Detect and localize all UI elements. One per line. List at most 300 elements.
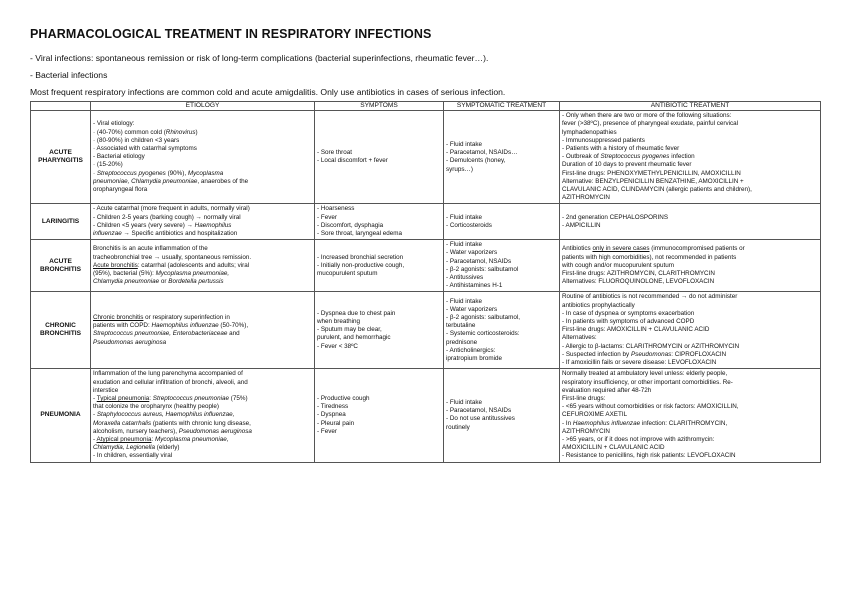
text-segment: - Systemic corticosteroids:	[446, 330, 520, 338]
text-segment: Duration of 10 days to prevent rheumatic fever	[562, 161, 692, 169]
text-segment: - In children, essentially viral	[93, 452, 173, 460]
cell-line	[562, 222, 818, 230]
text-segment: antibiotics prophylactically	[562, 301, 635, 309]
text-segment: - Fever	[317, 427, 337, 435]
text-segment: ·	[93, 169, 97, 177]
text-segment: Acute bronchitis	[93, 261, 138, 269]
text-segment: Antibiotics	[562, 245, 593, 253]
text-segment: )	[195, 128, 198, 136]
cell-line	[562, 436, 818, 444]
cell-line	[562, 428, 818, 436]
text-segment: pneumoniae, Chlamydia pneumoniae	[93, 177, 198, 185]
text-segment: patients with high comorbidities), not recommended in patients	[562, 253, 737, 261]
cell-line	[93, 452, 312, 460]
text-segment: First-line drugs: AMOXICILLIN + CLAVULANIC ACID	[562, 326, 710, 334]
cell-line	[562, 351, 818, 359]
cell-line	[317, 411, 441, 419]
text-segment: CEFUROXIME AXETIL	[562, 411, 628, 419]
cell-line	[446, 241, 557, 249]
cell-line	[562, 120, 818, 128]
intro-bacterial-infections: - Bacterial infections	[30, 70, 108, 80]
text-segment: respiratory insufficiency, or other important comorbidities. Re-	[562, 378, 733, 386]
text-segment: AZITHROMYCIN	[562, 427, 610, 435]
cell-line	[562, 411, 818, 419]
text-segment: - Paracetamol, NSAIDs…	[446, 149, 518, 157]
cell-line	[446, 314, 557, 322]
symptoms-cell	[315, 240, 444, 292]
cell-line	[446, 149, 557, 157]
text-segment: exudation and cellular infiltration of bronchi, alveoli, and	[93, 378, 248, 386]
cell-line	[562, 153, 818, 161]
condition-name-line: ACUTE	[49, 149, 72, 157]
text-segment: Atypical pneumonia	[96, 435, 152, 443]
cell-line	[93, 395, 312, 403]
cell-line	[562, 278, 818, 286]
text-segment: (75%)	[229, 394, 248, 402]
cell-line	[317, 214, 441, 222]
text-segment: - Antihistamines H-1	[446, 282, 503, 290]
etiology-cell	[91, 111, 315, 204]
text-segment: - Immunosuppressed patients	[562, 136, 645, 144]
text-segment: - β-2 agonists: salbutamol,	[446, 313, 520, 321]
text-segment: prednisone	[446, 338, 478, 346]
text-segment: Inflammation of the lung parenchyma accompanied of	[93, 370, 243, 378]
text-segment: - Viral etiology:	[93, 120, 135, 128]
text-segment: - In	[562, 419, 573, 427]
text-segment: Pseudomonas aeruginosa	[93, 338, 167, 346]
symptoms-cell	[315, 292, 444, 369]
condition-name-line: ACUTE	[49, 257, 72, 265]
text-segment: - In patients with symptoms of advanced COPD	[562, 318, 695, 326]
cell-line	[93, 214, 312, 222]
etiology-cell	[91, 240, 315, 292]
text-segment: - >65 years, or if it does not improve with azithromycin:	[562, 435, 715, 443]
cell-line	[562, 170, 818, 178]
cell-line	[562, 302, 818, 310]
text-segment: Mycoplasma pneumoniae,	[154, 435, 229, 443]
cell-line	[317, 334, 441, 342]
cell-line	[446, 399, 557, 407]
cell-line	[93, 245, 312, 253]
table-body	[31, 111, 821, 462]
text-segment: - Do not use antitussives	[446, 415, 515, 423]
text-segment: (elderly)	[154, 444, 180, 452]
text-segment: infection: CLARITHROMYCIN,	[640, 419, 728, 427]
cell-line	[93, 145, 312, 153]
text-segment: - Bacterial etiology	[93, 153, 145, 161]
text-segment: (90%),	[165, 169, 188, 177]
text-segment: :	[149, 394, 153, 402]
header-etiology: ETIOLOGY	[91, 102, 315, 111]
text-segment: that colonize the oropharynx (healthy people)	[93, 403, 220, 411]
text-segment: Chlamydia, Legionella	[93, 444, 155, 452]
cell-line	[562, 395, 818, 403]
cell-line	[317, 149, 441, 157]
text-segment: - Fluid intake	[446, 241, 483, 249]
cell-line	[446, 330, 557, 338]
cell-line	[562, 387, 818, 395]
text-segment: oropharyngeal flora	[93, 186, 148, 194]
text-segment: - Sore throat	[317, 149, 352, 157]
cell-line	[562, 161, 818, 169]
text-segment: - Dyspnea due to chest pain	[317, 309, 396, 317]
cell-line	[317, 343, 441, 351]
text-segment: Routine of antibiotics is not recommended → do not administer	[562, 293, 738, 301]
cell-line	[446, 322, 557, 330]
cell-line	[446, 214, 557, 222]
text-segment: evaluation required after 48-72h	[562, 386, 652, 394]
condition-name	[31, 292, 91, 369]
condition-name-line: LARINGITIS	[41, 217, 80, 225]
text-segment: Moraxella catarrhalis	[93, 419, 152, 427]
text-segment: · Associated with catarrhal symptoms	[93, 145, 197, 153]
text-segment: AMOXICILLIN + CLAVULANIC ACID	[562, 444, 665, 452]
cell-line	[562, 145, 818, 153]
condition-name-line: BRONCHITIS	[39, 330, 82, 338]
text-segment: Streptococcus pneumoniae	[152, 394, 230, 402]
table-row	[31, 111, 821, 204]
text-segment: - Water vaporizers	[446, 305, 498, 313]
text-segment: - Fluid intake	[446, 297, 483, 305]
cell-line	[93, 330, 312, 338]
text-segment: Haemophilus influenzae	[572, 419, 641, 427]
text-segment: tracheobronchial tree → usually, spontaneous remission.	[93, 253, 252, 261]
cell-line	[446, 249, 557, 257]
cell-line	[562, 379, 818, 387]
text-segment: - Acute catarrhal (more frequent in adults, normally viral)	[93, 205, 250, 213]
text-segment: - Anticholinergics:	[446, 346, 496, 354]
cell-line	[93, 387, 312, 395]
text-segment: Haemophilus influenzae	[151, 322, 219, 330]
antibiotic-treatment-cell	[560, 111, 821, 204]
text-segment: - Patients with a history of rheumatic fever	[562, 145, 680, 153]
cell-line	[93, 314, 312, 322]
table-row	[31, 292, 821, 369]
cell-line	[93, 205, 312, 213]
text-segment: - In case of dyspnea or symptoms exacerbation	[562, 309, 695, 317]
symptoms-cell	[315, 369, 444, 462]
cell-line	[93, 270, 312, 278]
text-segment: when breathing	[317, 318, 361, 326]
cell-line	[562, 310, 818, 318]
symptomatic-treatment-cell	[444, 240, 560, 292]
cell-line	[446, 298, 557, 306]
cell-line	[562, 326, 818, 334]
text-segment: (95%), bacterial (5%):	[93, 269, 156, 277]
cell-line	[93, 370, 312, 378]
text-segment: - Children <5 years (very severe) →	[93, 221, 195, 229]
symptomatic-treatment-cell	[444, 204, 560, 240]
antibiotic-treatment-cell	[560, 204, 821, 240]
intro-most-frequent: Most frequent respiratory infections are common cold and acute amigdalitis. Only use antibiotics in cases of serious infection.	[30, 87, 506, 97]
cell-line	[446, 407, 557, 415]
text-segment: -	[93, 411, 97, 419]
condition-name-line: PNEUMONIA	[40, 411, 81, 419]
table-header-row	[31, 102, 821, 111]
cell-line	[93, 161, 312, 169]
text-segment: , anaerobes of the	[197, 177, 249, 185]
cell-line	[446, 306, 557, 314]
cell-line	[446, 258, 557, 266]
text-segment: Pseudomonas	[630, 350, 672, 358]
text-segment: - AMPICILLIN	[562, 221, 601, 229]
text-segment: - Pleural pain	[317, 419, 355, 427]
cell-line	[93, 137, 312, 145]
text-segment: Normally treated at ambulatory level unless: elderly people,	[562, 370, 728, 378]
header-symptomatic-treatment: SYMPTOMATIC TREATMENT	[444, 102, 560, 111]
text-segment: Haemophilus	[194, 221, 232, 229]
cell-line	[562, 420, 818, 428]
text-segment: - Fever	[317, 213, 337, 221]
condition-name-line: CHRONIC	[45, 322, 76, 330]
condition-name	[31, 204, 91, 240]
cell-line	[562, 245, 818, 253]
text-segment: - Corticosteroids	[446, 221, 492, 229]
cell-line	[93, 278, 312, 286]
cell-line	[317, 270, 441, 278]
text-segment: Mycoplasma	[187, 169, 224, 177]
text-segment: Alternatives:	[562, 334, 597, 342]
cell-line	[562, 318, 818, 326]
treatment-table	[30, 101, 821, 463]
cell-line	[317, 403, 441, 411]
text-segment: - Discomfort, dysphagia	[317, 221, 384, 229]
cell-line	[562, 334, 818, 342]
cell-line	[562, 254, 818, 262]
text-segment: - Dyspnea	[317, 411, 346, 419]
text-segment: CLAVULANIC ACID, CLINDAMYCIN (allergic patients and children),	[562, 186, 752, 194]
text-segment: - Sore throat, laryngeal edema	[317, 230, 403, 238]
text-segment: - Resistance to penicillins, high risk patients: LEVOFLOXACIN	[562, 452, 736, 460]
condition-name	[31, 111, 91, 204]
cell-line	[93, 129, 312, 137]
text-segment: Alternatives: FLUOROQUINOLONE, LEVOFLOXACIN	[562, 278, 715, 286]
text-segment: - If amoxicillin fails or severe disease: LEVOFLOXACIN	[562, 359, 717, 367]
text-segment: - Fluid intake	[446, 140, 483, 148]
text-segment: only in severe cases	[592, 245, 650, 253]
text-segment: influenzae	[93, 230, 122, 238]
cell-line	[562, 137, 818, 145]
text-segment: - Water vaporizers	[446, 249, 498, 257]
cell-line	[446, 266, 557, 274]
text-segment: interstice	[93, 386, 119, 394]
text-segment: patients with COPD:	[93, 322, 152, 330]
text-segment: with cough and/or mucopurulent sputum	[562, 261, 675, 269]
page-title: PHARMACOLOGICAL TREATMENT IN RESPIRATORY INFECTIONS	[30, 27, 432, 41]
cell-line	[93, 322, 312, 330]
text-segment: syrups…)	[446, 165, 473, 173]
text-segment: - Demulcents (honey,	[446, 157, 506, 165]
text-segment: (50-70%),	[218, 322, 249, 330]
cell-line	[562, 293, 818, 301]
antibiotic-treatment-cell	[560, 369, 821, 462]
cell-line	[93, 428, 312, 436]
cell-line	[446, 415, 557, 423]
text-segment: Bronchitis is an acute inflammation of the	[93, 245, 208, 253]
cell-line	[446, 166, 557, 174]
text-segment: First-line drugs: AZITHROMYCIN, CLARITHROMYCIN	[562, 269, 715, 277]
etiology-cell	[91, 204, 315, 240]
cell-line	[317, 395, 441, 403]
text-segment: - 2nd generation CEPHALOSPORINS	[562, 213, 669, 221]
cell-line	[562, 444, 818, 452]
symptoms-cell	[315, 111, 444, 204]
text-segment: Rhinovirus	[165, 128, 196, 136]
cell-line	[562, 270, 818, 278]
text-segment: First-line drugs:	[562, 394, 606, 402]
text-segment: First-line drugs: PHENOXYMETHYLPENICILLIN, AMOXICILLIN	[562, 169, 741, 177]
text-segment: · (15-20%)	[93, 161, 123, 169]
text-segment: fever (>38ºC), presence of pharyngeal exudate, painful cervical	[562, 120, 739, 128]
text-segment: Chlamydia pneumoniae	[93, 278, 160, 286]
text-segment: (patients with chronic lung disease,	[151, 419, 251, 427]
text-segment: or	[159, 278, 169, 286]
cell-line	[446, 141, 557, 149]
text-segment: Streptococcus pneumoniae, Enterobacteriaceae	[93, 330, 228, 338]
text-segment: - <65 years without comorbidities or risk factors: AMOXICILLIN,	[562, 403, 739, 411]
cell-line	[446, 339, 557, 347]
cell-line	[446, 282, 557, 290]
text-segment: and	[227, 330, 240, 338]
symptoms-cell	[315, 204, 444, 240]
text-segment: - Paracetamol, NSAIDs	[446, 407, 512, 415]
intro-viral-infections: - Viral infections: spontaneous remission or risk of long-term complications (bacterial superinfections, rheumatic fever…).	[30, 53, 489, 63]
text-segment: - Local discomfort + fever	[317, 157, 388, 165]
cell-line	[562, 186, 818, 194]
cell-line	[93, 222, 312, 230]
cell-line	[562, 214, 818, 222]
cell-line	[93, 262, 312, 270]
cell-line	[93, 444, 312, 452]
cell-line	[317, 262, 441, 270]
text-segment: · (80-90%) in children <3 years	[93, 136, 180, 144]
cell-line	[317, 318, 441, 326]
text-segment: Typical pneumonia	[96, 394, 150, 402]
text-segment: Mycoplasma pneumoniae,	[155, 269, 230, 277]
text-segment: Streptococcus pyogenes	[600, 153, 670, 161]
cell-line	[562, 452, 818, 460]
text-segment: - β-2 agonists: salbutamol	[446, 265, 519, 273]
text-segment: mucopurulent sputum	[317, 269, 378, 277]
text-segment: - Sputum may be clear,	[317, 326, 382, 334]
text-segment: - Initially non-productive cough,	[317, 261, 405, 269]
condition-name-line: PHARYNGITIS	[38, 157, 83, 165]
text-segment: Streptococcus pyogenes	[96, 169, 166, 177]
cell-line	[317, 205, 441, 213]
text-segment: - Fluid intake	[446, 213, 483, 221]
header-antibiotic-treatment: ANTIBIOTIC TREATMENT	[560, 102, 821, 111]
cell-line	[562, 129, 818, 137]
cell-line	[93, 403, 312, 411]
cell-line	[562, 343, 818, 351]
cell-line	[93, 379, 312, 387]
text-segment: - Fluid intake	[446, 399, 483, 406]
text-segment: Staphylococcus aureus, Haemophilus influenzae,	[96, 411, 235, 419]
text-segment: or respiratory superinfection in	[143, 313, 230, 321]
text-segment: purulent, and hemorrhagic	[317, 334, 391, 342]
text-segment: routinely	[446, 423, 470, 431]
text-segment: Alternative: BENZYLPENICILLIN BENZATHINE, AMOXICILLIN +	[562, 177, 744, 185]
cell-line	[317, 230, 441, 238]
cell-line	[446, 222, 557, 230]
cell-line	[562, 403, 818, 411]
cell-line	[446, 157, 557, 165]
etiology-cell	[91, 292, 315, 369]
text-segment: - Fever < 38ºC	[317, 342, 358, 350]
text-segment: - Hoarseness	[317, 205, 355, 213]
cell-line	[93, 411, 312, 419]
cell-line	[93, 153, 312, 161]
text-segment: infection	[669, 153, 695, 161]
cell-line	[562, 178, 818, 186]
text-segment: Bordetella pertussis	[168, 278, 224, 286]
text-segment: - Productive cough	[317, 394, 370, 402]
etiology-cell	[91, 369, 315, 462]
cell-line	[317, 326, 441, 334]
table-row	[31, 204, 821, 240]
cell-line	[562, 262, 818, 270]
cell-line	[317, 420, 441, 428]
cell-line	[93, 339, 312, 347]
cell-line	[317, 222, 441, 230]
cell-line	[446, 274, 557, 282]
condition-name-line: BRONCHITIS	[39, 265, 82, 273]
text-segment: : catarrhal (adolescents and adults; viral	[137, 261, 250, 269]
table-row	[31, 240, 821, 292]
cell-line	[317, 157, 441, 165]
header-blank	[31, 102, 91, 111]
text-segment: terbutaline	[446, 322, 476, 330]
cell-line	[93, 178, 312, 186]
cell-line	[93, 436, 312, 444]
text-segment: alcoholism, nursery teachers),	[93, 427, 179, 435]
antibiotic-treatment-cell	[560, 292, 821, 369]
text-segment: (immunocompromised patients or	[649, 245, 745, 253]
text-segment: -	[93, 394, 97, 402]
cell-line	[93, 186, 312, 194]
text-segment: Chronic bronchitis	[93, 313, 144, 321]
cell-line	[317, 254, 441, 262]
cell-line	[317, 428, 441, 436]
text-segment: Pseudomonas aeruginosa	[178, 427, 252, 435]
text-segment: - Allergic to β-lactams: CLARITHROMYCIN or AZITHROMYCIN	[562, 342, 740, 350]
text-segment: - Only when there are two or more of the following situations:	[562, 112, 732, 120]
symptomatic-treatment-cell	[444, 369, 560, 462]
cell-line	[93, 120, 312, 128]
text-segment: - Children 2-5 years (barking cough) → normally viral	[93, 213, 241, 221]
cell-line	[446, 424, 557, 432]
condition-name	[31, 369, 91, 462]
antibiotic-treatment-cell	[560, 240, 821, 292]
cell-line	[562, 359, 818, 367]
cell-line	[93, 170, 312, 178]
text-segment: → Specific antibiotics and hospitalization	[121, 230, 238, 238]
condition-name	[31, 240, 91, 292]
text-segment: - Paracetamol, NSAIDs	[446, 257, 512, 265]
text-segment: : CIPROFLOXACIN	[671, 350, 727, 358]
text-segment: ipratropium bromide	[446, 354, 502, 362]
table-row	[31, 369, 821, 462]
cell-line	[562, 112, 818, 120]
symptomatic-treatment-cell	[444, 111, 560, 204]
cell-line	[93, 420, 312, 428]
cell-line	[93, 254, 312, 262]
header-symptoms: SYMPTOMS	[315, 102, 444, 111]
text-segment: - Suspected infection by	[562, 350, 631, 358]
text-segment: - Outbreak of	[562, 153, 601, 161]
text-segment: - Tiredness	[317, 403, 349, 411]
text-segment: -	[93, 435, 97, 443]
